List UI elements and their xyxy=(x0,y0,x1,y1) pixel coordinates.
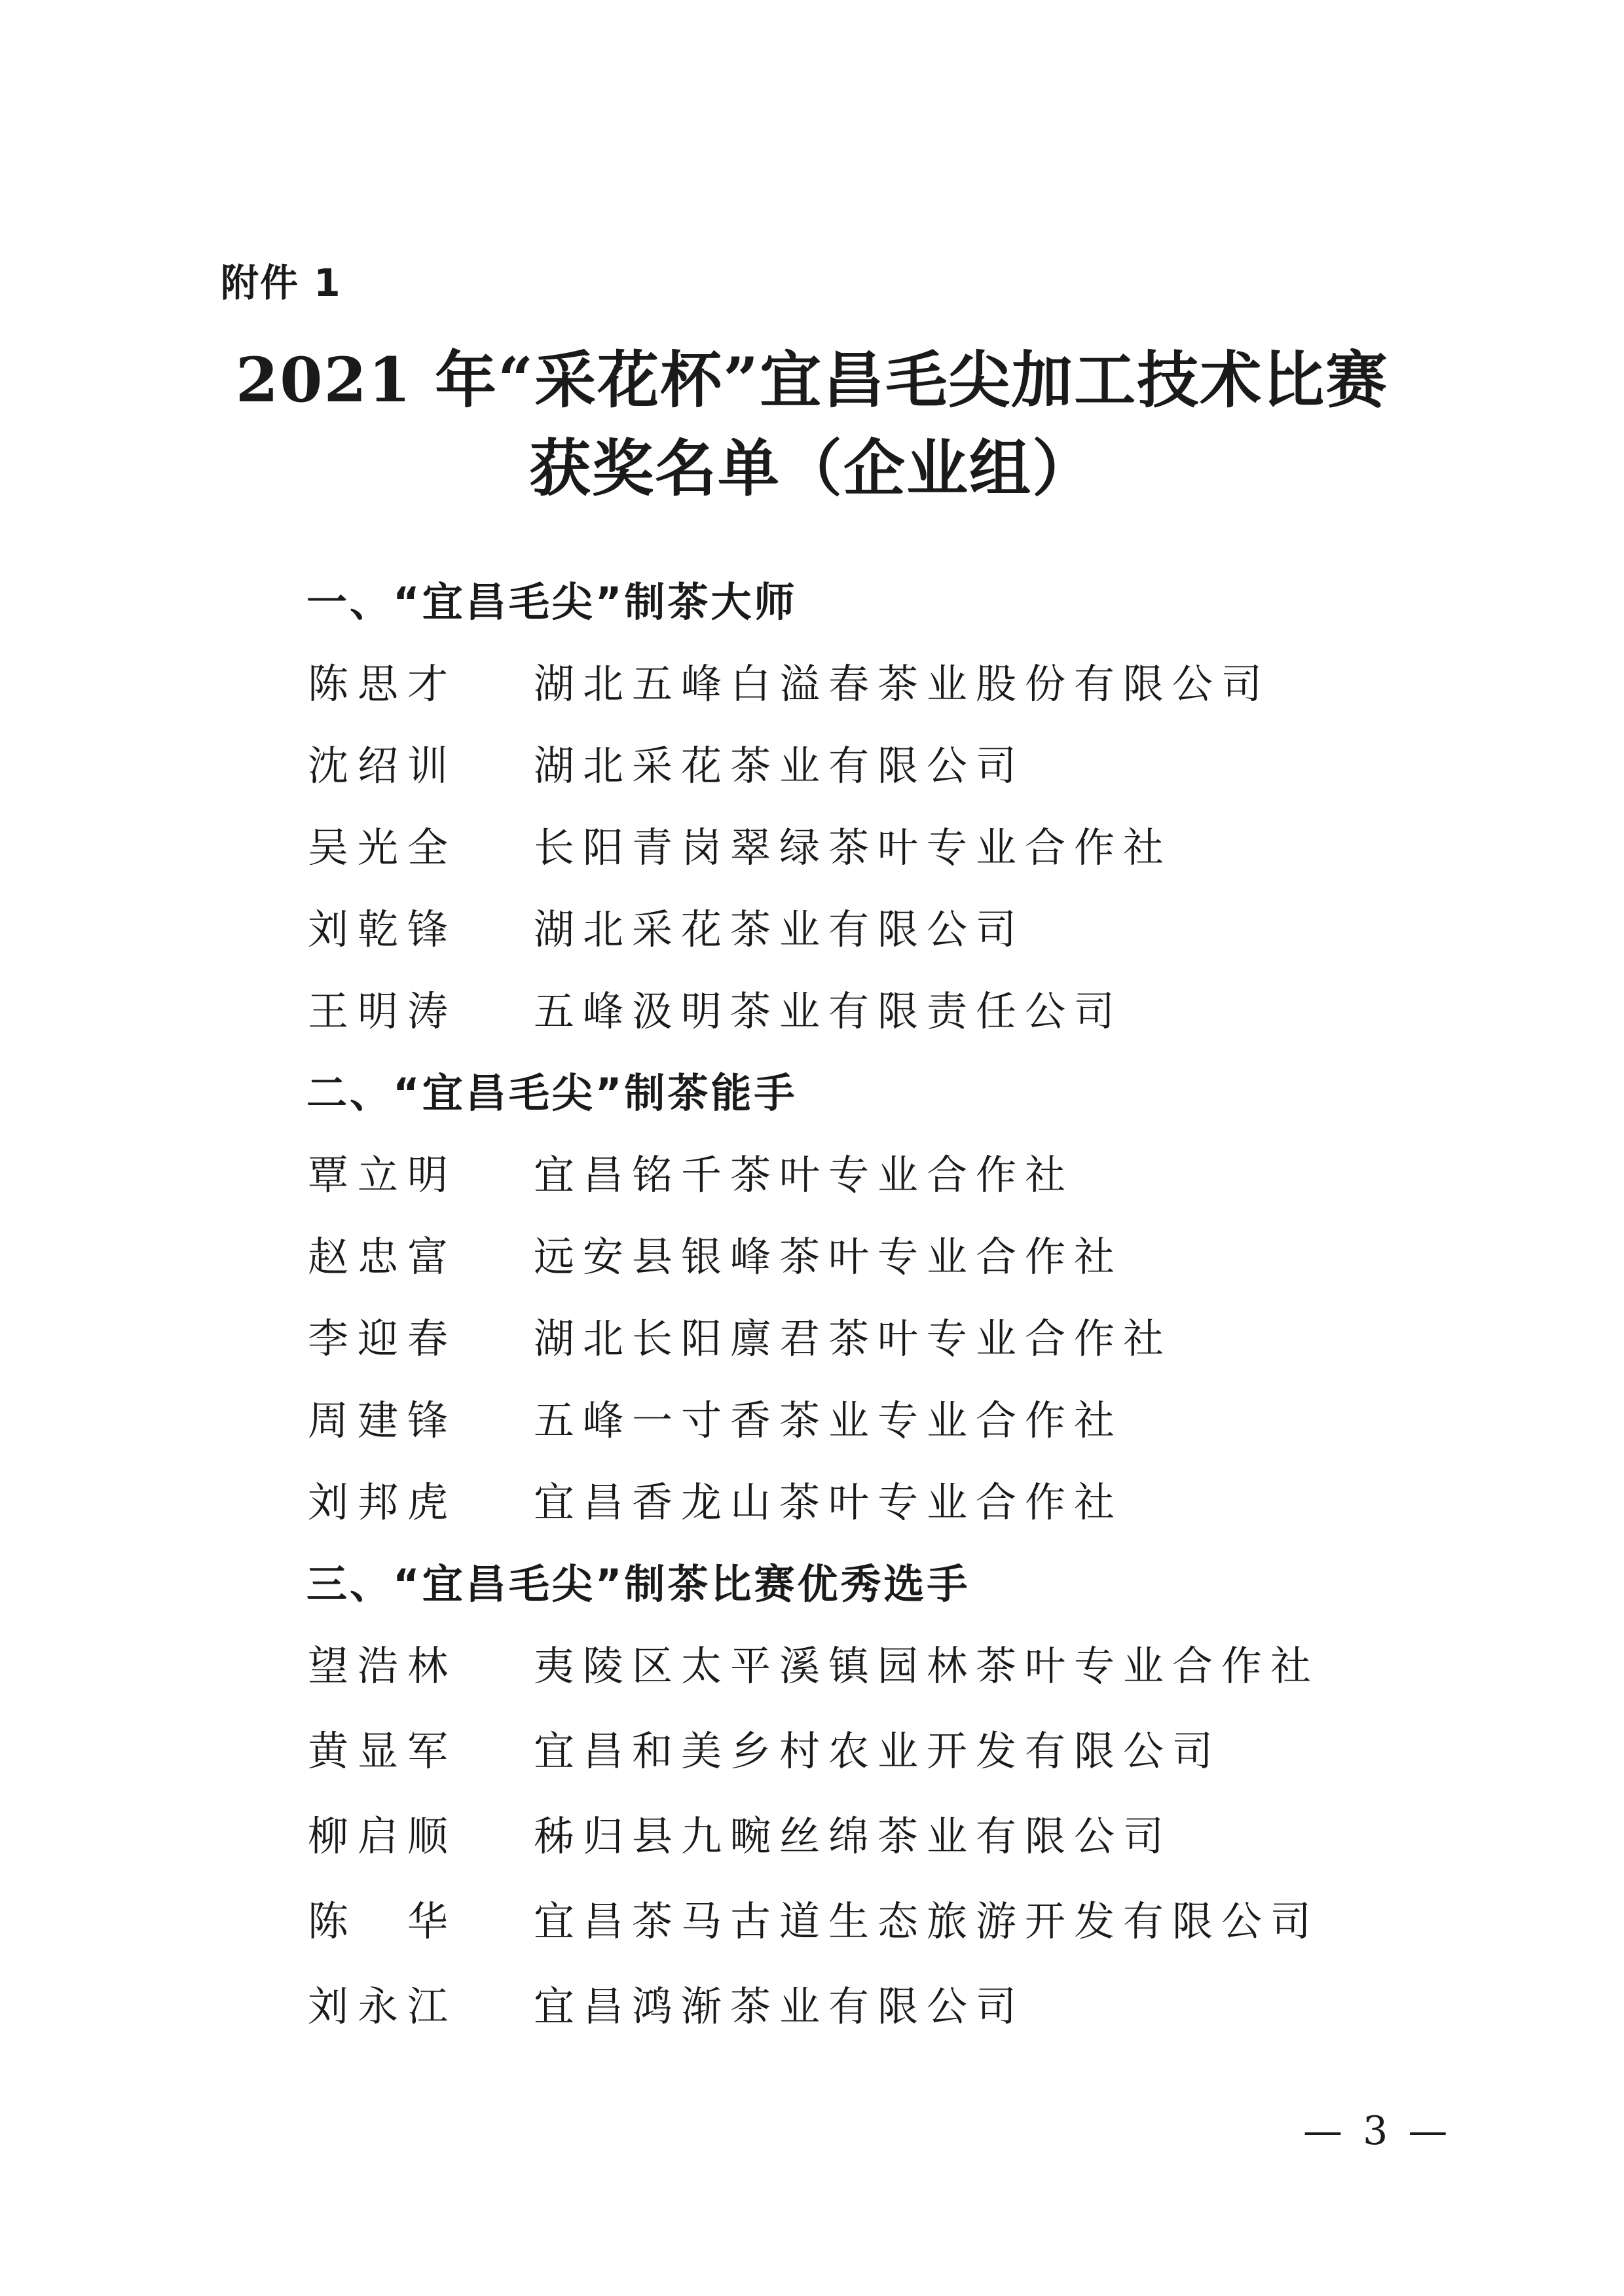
winner-organization: 五峰汲明茶业有限责任公司 xyxy=(534,987,1124,1035)
winner-organization: 夷陵区太平溪镇园林茶叶专业合作社 xyxy=(534,1642,1320,1690)
winner-name: 刘邦虎 xyxy=(308,1478,458,1526)
winner-name: 吴光全 xyxy=(308,824,458,871)
winner-organization: 宜昌铭千茶叶专业合作社 xyxy=(534,1151,1075,1199)
winner-name: 陈思才 xyxy=(308,660,458,708)
list-item xyxy=(0,1974,1624,2030)
winner-organization: 湖北长阳廪君茶叶专业合作社 xyxy=(534,1315,1173,1362)
list-item xyxy=(0,1142,1624,1199)
winner-name: 李迎春 xyxy=(308,1315,458,1362)
list-item xyxy=(0,897,1624,953)
winner-name: 周建锋 xyxy=(308,1396,458,1444)
winner-organization: 五峰一寸香茶业专业合作社 xyxy=(534,1396,1124,1444)
winner-organization: 秭归县九畹丝绵茶业有限公司 xyxy=(534,1812,1173,1860)
winner-name: 柳启顺 xyxy=(308,1812,458,1860)
winner-name: 赵忠富 xyxy=(308,1233,458,1281)
winner-name: 沈绍训 xyxy=(308,742,458,790)
winner-organization: 宜昌香龙山茶叶专业合作社 xyxy=(534,1478,1124,1526)
section-heading: 二、“宜昌毛尖”制茶能手 xyxy=(306,1069,798,1117)
winner-organization: 宜昌和美乡村农业开发有限公司 xyxy=(534,1727,1222,1775)
list-item xyxy=(0,1719,1624,1775)
list-item xyxy=(0,815,1624,871)
page-number: — 3 — xyxy=(1303,2108,1452,2154)
document-title-line-2: 获奖名单（企业组） xyxy=(528,433,1095,505)
winner-organization: 宜昌茶马古道生态旅游开发有限公司 xyxy=(534,1897,1320,1945)
winner-name: 黄显军 xyxy=(308,1727,458,1775)
winner-name: 覃立明 xyxy=(308,1151,458,1199)
document-title-line-1: 2021 年“采花杯”宜昌毛尖加工技术比赛 xyxy=(235,344,1389,416)
winner-organization: 湖北五峰白溢春茶业股份有限公司 xyxy=(534,660,1271,708)
list-item xyxy=(0,1889,1624,1945)
list-item xyxy=(0,1306,1624,1362)
winner-organization: 湖北采花茶业有限公司 xyxy=(534,742,1025,790)
list-item xyxy=(0,1633,1624,1690)
winner-name: 望浩林 xyxy=(308,1642,458,1690)
list-item xyxy=(0,733,1624,790)
winner-organization: 长阳青岗翠绿茶叶专业合作社 xyxy=(534,824,1173,871)
winner-name: 王明涛 xyxy=(308,987,458,1035)
winner-organization: 宜昌鸿渐茶业有限公司 xyxy=(534,1982,1025,2030)
winner-name: 刘永江 xyxy=(308,1982,458,2030)
section-heading: 一、“宜昌毛尖”制茶大师 xyxy=(306,578,798,626)
list-item xyxy=(0,1804,1624,1860)
list-item xyxy=(0,1224,1624,1281)
list-item xyxy=(0,979,1624,1035)
winner-organization: 湖北采花茶业有限公司 xyxy=(534,905,1025,953)
winner-name: 刘乾锋 xyxy=(308,905,458,953)
list-item xyxy=(0,1470,1624,1526)
section-heading: 三、“宜昌毛尖”制茶比赛优秀选手 xyxy=(306,1560,970,1608)
attachment-label: 附件 1 xyxy=(221,261,342,305)
list-item xyxy=(0,1388,1624,1444)
winner-organization: 远安县银峰茶叶专业合作社 xyxy=(534,1233,1124,1281)
winner-name: 陈 华 xyxy=(308,1897,458,1945)
list-item xyxy=(0,651,1624,708)
